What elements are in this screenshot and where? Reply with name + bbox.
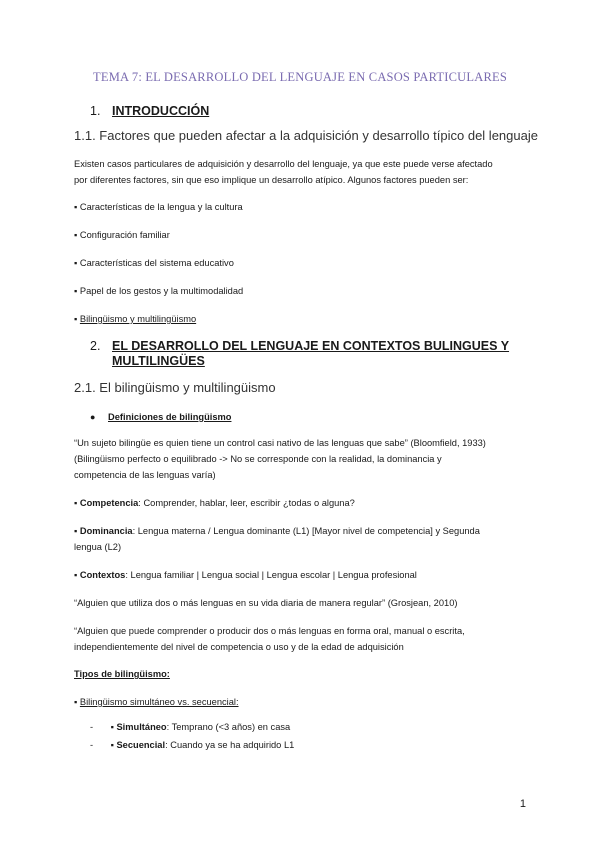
simultaneo-text: : Temprano (<3 años) en casa xyxy=(166,722,291,732)
factor-text: Bilingüismo y multilingüismo xyxy=(79,314,197,324)
factor-text: Características de la lengua y la cultura xyxy=(79,202,243,212)
section-1-number: 1. xyxy=(90,104,101,118)
competencia-item xyxy=(74,496,355,511)
section-2-title-line-1: EL DESARROLLO DEL LENGUAJE EN CONTEXTOS BULINGUES Y xyxy=(112,339,510,353)
dash-bullet: - xyxy=(90,740,94,750)
factor-item xyxy=(74,256,234,271)
simultaneous-sequential-text: Bilingüismo simultáneo vs. secuencial: xyxy=(79,697,239,707)
document-title: TEMA 7: EL DESARROLLO DEL LENGUAJE EN CASOS PARTICULARES xyxy=(93,70,507,84)
secuencial-label: Secuencial xyxy=(116,740,166,750)
quote-bloomfield-line-3: competencia de las lenguas varía) xyxy=(74,470,216,480)
simultaneo-item xyxy=(90,720,290,735)
dominancia-text: : Lengua materna / Lengua dominante (L1) [Mayor nivel de competencia] y Segunda xyxy=(132,526,480,536)
square-bullet-icon: ▪ xyxy=(74,314,78,324)
competencia-label: Competencia xyxy=(79,498,139,508)
factor-text: Papel de los gestos y la multimodalidad xyxy=(79,286,244,296)
dominancia-text-line-2: lengua (L2) xyxy=(74,542,122,552)
square-bullet-icon: ▪ xyxy=(74,498,78,508)
dominancia-item xyxy=(74,524,480,539)
square-bullet-icon: ▪ xyxy=(74,202,78,212)
section-1-title: INTRODUCCIÓN xyxy=(112,104,210,118)
square-bullet-icon: ▪ xyxy=(110,740,114,750)
square-bullet-icon: ▪ xyxy=(74,286,78,296)
factor-item xyxy=(74,228,170,243)
simultaneous-sequential-heading xyxy=(74,695,239,710)
factor-text: Configuración familiar xyxy=(79,230,170,240)
contextos-label: Contextos xyxy=(79,570,126,580)
square-bullet-icon: ▪ xyxy=(74,258,78,268)
section-1-heading xyxy=(90,104,209,118)
factor-item xyxy=(74,200,243,215)
contextos-text: : Lengua familiar | Lengua social | Lengua escolar | Lengua profesional xyxy=(125,570,417,580)
square-bullet-icon: ▪ xyxy=(74,697,78,707)
intro-paragraph-line-2: por diferentes factores, sin que eso implique un desarrollo atípico. Algunos factores pueden ser: xyxy=(74,175,469,185)
intro-paragraph-line-1: Existen casos particulares de adquisición y desarrollo del lenguaje, ya que este puede verse afectado xyxy=(74,159,493,169)
factor-text: Características del sistema educativo xyxy=(79,258,234,268)
section-2-number: 2. xyxy=(90,339,101,353)
square-bullet-icon: ▪ xyxy=(74,570,78,580)
page-number: 1 xyxy=(519,798,526,810)
subsection-1-1-heading: 1.1. Factores que pueden afectar a la adquisición y desarrollo típico del lenguaje xyxy=(74,128,538,143)
dash-bullet: - xyxy=(90,722,94,732)
square-bullet-icon: ▪ xyxy=(110,722,114,732)
secuencial-text: : Cuando ya se ha adquirido L1 xyxy=(165,740,295,750)
quote-definition-line-1: “Alguien que puede comprender o producir dos o más lenguas en forma oral, manual o escrita, xyxy=(74,626,465,636)
simultaneo-label: Simultáneo xyxy=(116,722,167,732)
secuencial-item xyxy=(90,738,294,753)
subsection-2-1-heading: 2.1. El bilingüismo y multilingüismo xyxy=(74,380,276,395)
competencia-text: : Comprender, hablar, leer, escribir ¿todas o alguna? xyxy=(138,498,355,508)
square-bullet-icon: ▪ xyxy=(74,526,78,536)
square-bullet-icon: ▪ xyxy=(74,230,78,240)
definitions-heading xyxy=(90,410,231,425)
factor-item xyxy=(74,284,243,299)
quote-definition-line-2: independientemente del nivel de competencia o uso y de la edad de adquisición xyxy=(74,642,404,652)
quote-grosjean: “Alguien que utiliza dos o más lenguas en su vida diaria de manera regular” (Grosjean, 2010) xyxy=(74,598,458,608)
definitions-heading-text: Definiciones de bilingüismo xyxy=(108,412,232,422)
factor-item xyxy=(74,312,196,327)
quote-bloomfield-line-1: “Un sujeto bilingüe es quien tiene un control casi nativo de las lenguas que sabe” (Bloomfield, 1933) xyxy=(74,438,486,448)
contextos-item xyxy=(74,568,417,583)
types-heading: Tipos de bilingüismo: xyxy=(74,669,170,679)
section-2-heading xyxy=(90,339,509,353)
round-bullet-icon: ● xyxy=(90,412,96,422)
section-2-title-line-2: MULTILINGÜES xyxy=(112,354,205,368)
quote-bloomfield-line-2: (Bilingüismo perfecto o equilibrado -> No se corresponde con la realidad, la dominancia y xyxy=(74,454,442,464)
section-2-heading-line-2 xyxy=(112,354,205,368)
dominancia-label: Dominancia xyxy=(79,526,133,536)
